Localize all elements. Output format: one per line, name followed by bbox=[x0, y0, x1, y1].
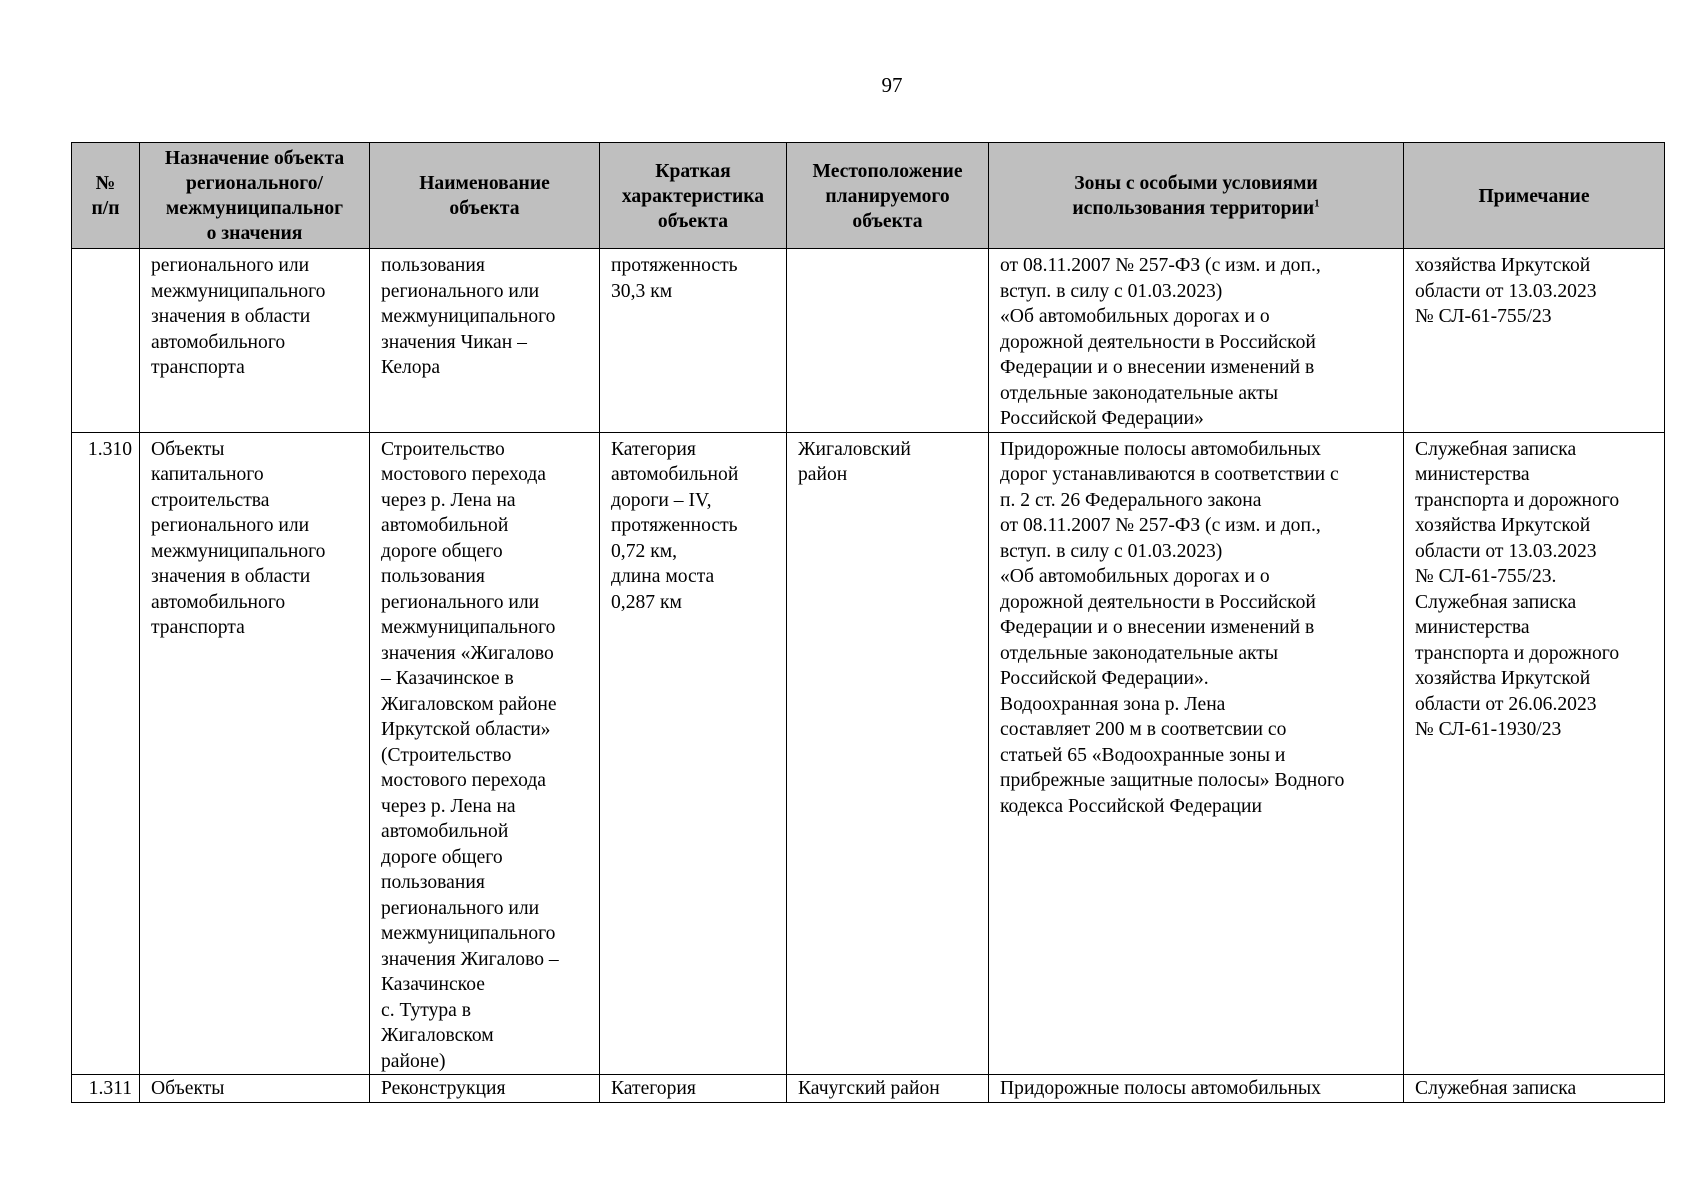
cell-name: пользования регионального или межмуниципального значения Чикан – Келора bbox=[370, 249, 600, 433]
header-characteristic: Краткая характеристика объекта bbox=[600, 143, 787, 249]
cell-purpose: Объекты капитального строительства регионального или межмуниципального значения в области автомобильного транспорта bbox=[140, 432, 370, 1075]
cell-num bbox=[72, 249, 140, 433]
header-name: Наименование объекта bbox=[370, 143, 600, 249]
table-header bbox=[72, 143, 1665, 249]
cell-characteristic: Категория автомобильной дороги – IV, протяженность 0,72 км, длина моста 0,287 км bbox=[600, 432, 787, 1075]
header-row bbox=[72, 143, 1665, 249]
cell-note: хозяйства Иркутской области от 13.03.2023 № СЛ-61-755/23 bbox=[1404, 249, 1665, 433]
cell-num: 1.311 bbox=[72, 1075, 140, 1103]
table-row bbox=[72, 249, 1665, 433]
cell-characteristic: протяженность 30,3 км bbox=[600, 249, 787, 433]
cell-purpose: регионального или межмуниципального значения в области автомобильного транспорта bbox=[140, 249, 370, 433]
planned-objects-table bbox=[71, 142, 1665, 1103]
table-row bbox=[72, 1075, 1665, 1103]
cell-note: Служебная записка bbox=[1404, 1075, 1665, 1103]
cell-location bbox=[787, 249, 989, 433]
header-zones: Зоны с особыми условиями использования территории$^1$ bbox=[989, 143, 1404, 249]
cell-name: Строительство мостового перехода через р. Лена на автомобильной дороге общего пользования регионального или межмуниципального значения «Жигалово – Казачинское в Жигаловском районе Иркутской области» (Строительство мостового перехода через р. Лена на автомобильной дороге общего пользования регионального или межмуниципального значения Жигалово – Казачинское с. Тутура в Жигаловском районе) bbox=[370, 432, 600, 1075]
header-note: Примечание bbox=[1404, 143, 1665, 249]
cell-location: Качугский район bbox=[787, 1075, 989, 1103]
header-num: № п/п bbox=[72, 143, 140, 249]
cell-purpose: Объекты bbox=[140, 1075, 370, 1103]
page-number: 97 bbox=[881, 73, 903, 97]
cell-name: Реконструкция bbox=[370, 1075, 600, 1103]
header-location: Местоположение планируемого объекта bbox=[787, 143, 989, 249]
header-purpose: Назначение объекта регионального/ межмуниципальног о значения bbox=[140, 143, 370, 249]
cell-zones: Придорожные полосы автомобильных дорог устанавливаются в соответствии с п. 2 ст. 26 Федерального закона от 08.11.2007 № 257-ФЗ (с изм. и доп., вступ. в силу с 01.03.2023) «Об автомобильных дорогах и о дорожной деятельности в Российской Федерации и о внесении изменений в отдельные законодательные акты Российской Федерации». Водоохранная зона р. Лена составляет 200 м в соответсвии со статьей 65 «Водоохранные зоны и прибрежные защитные полосы» Водного кодекса Российской Федерации bbox=[989, 432, 1404, 1075]
cell-characteristic: Категория bbox=[600, 1075, 787, 1103]
cell-zones: от 08.11.2007 № 257-ФЗ (с изм. и доп., вступ. в силу с 01.03.2023) «Об автомобильных дорогах и о дорожной деятельности в Российской Федерации и о внесении изменений в отдельные законодательные акты Российской Федерации» bbox=[989, 249, 1404, 433]
cell-zones: Придорожные полосы автомобильных bbox=[989, 1075, 1404, 1103]
cell-num: 1.310 bbox=[72, 432, 140, 1075]
cell-location: Жигаловский район bbox=[787, 432, 989, 1075]
footnote-marker: 1 bbox=[1314, 197, 1320, 210]
table-row bbox=[72, 432, 1665, 1075]
cell-note: Служебная записка министерства транспорта и дорожного хозяйства Иркутской области от 13.03.2023 № СЛ-61-755/23. Служебная записка министерства транспорта и дорожного хозяйства Иркутской области от 26.06.2023 № СЛ-61-1930/23 bbox=[1404, 432, 1665, 1075]
